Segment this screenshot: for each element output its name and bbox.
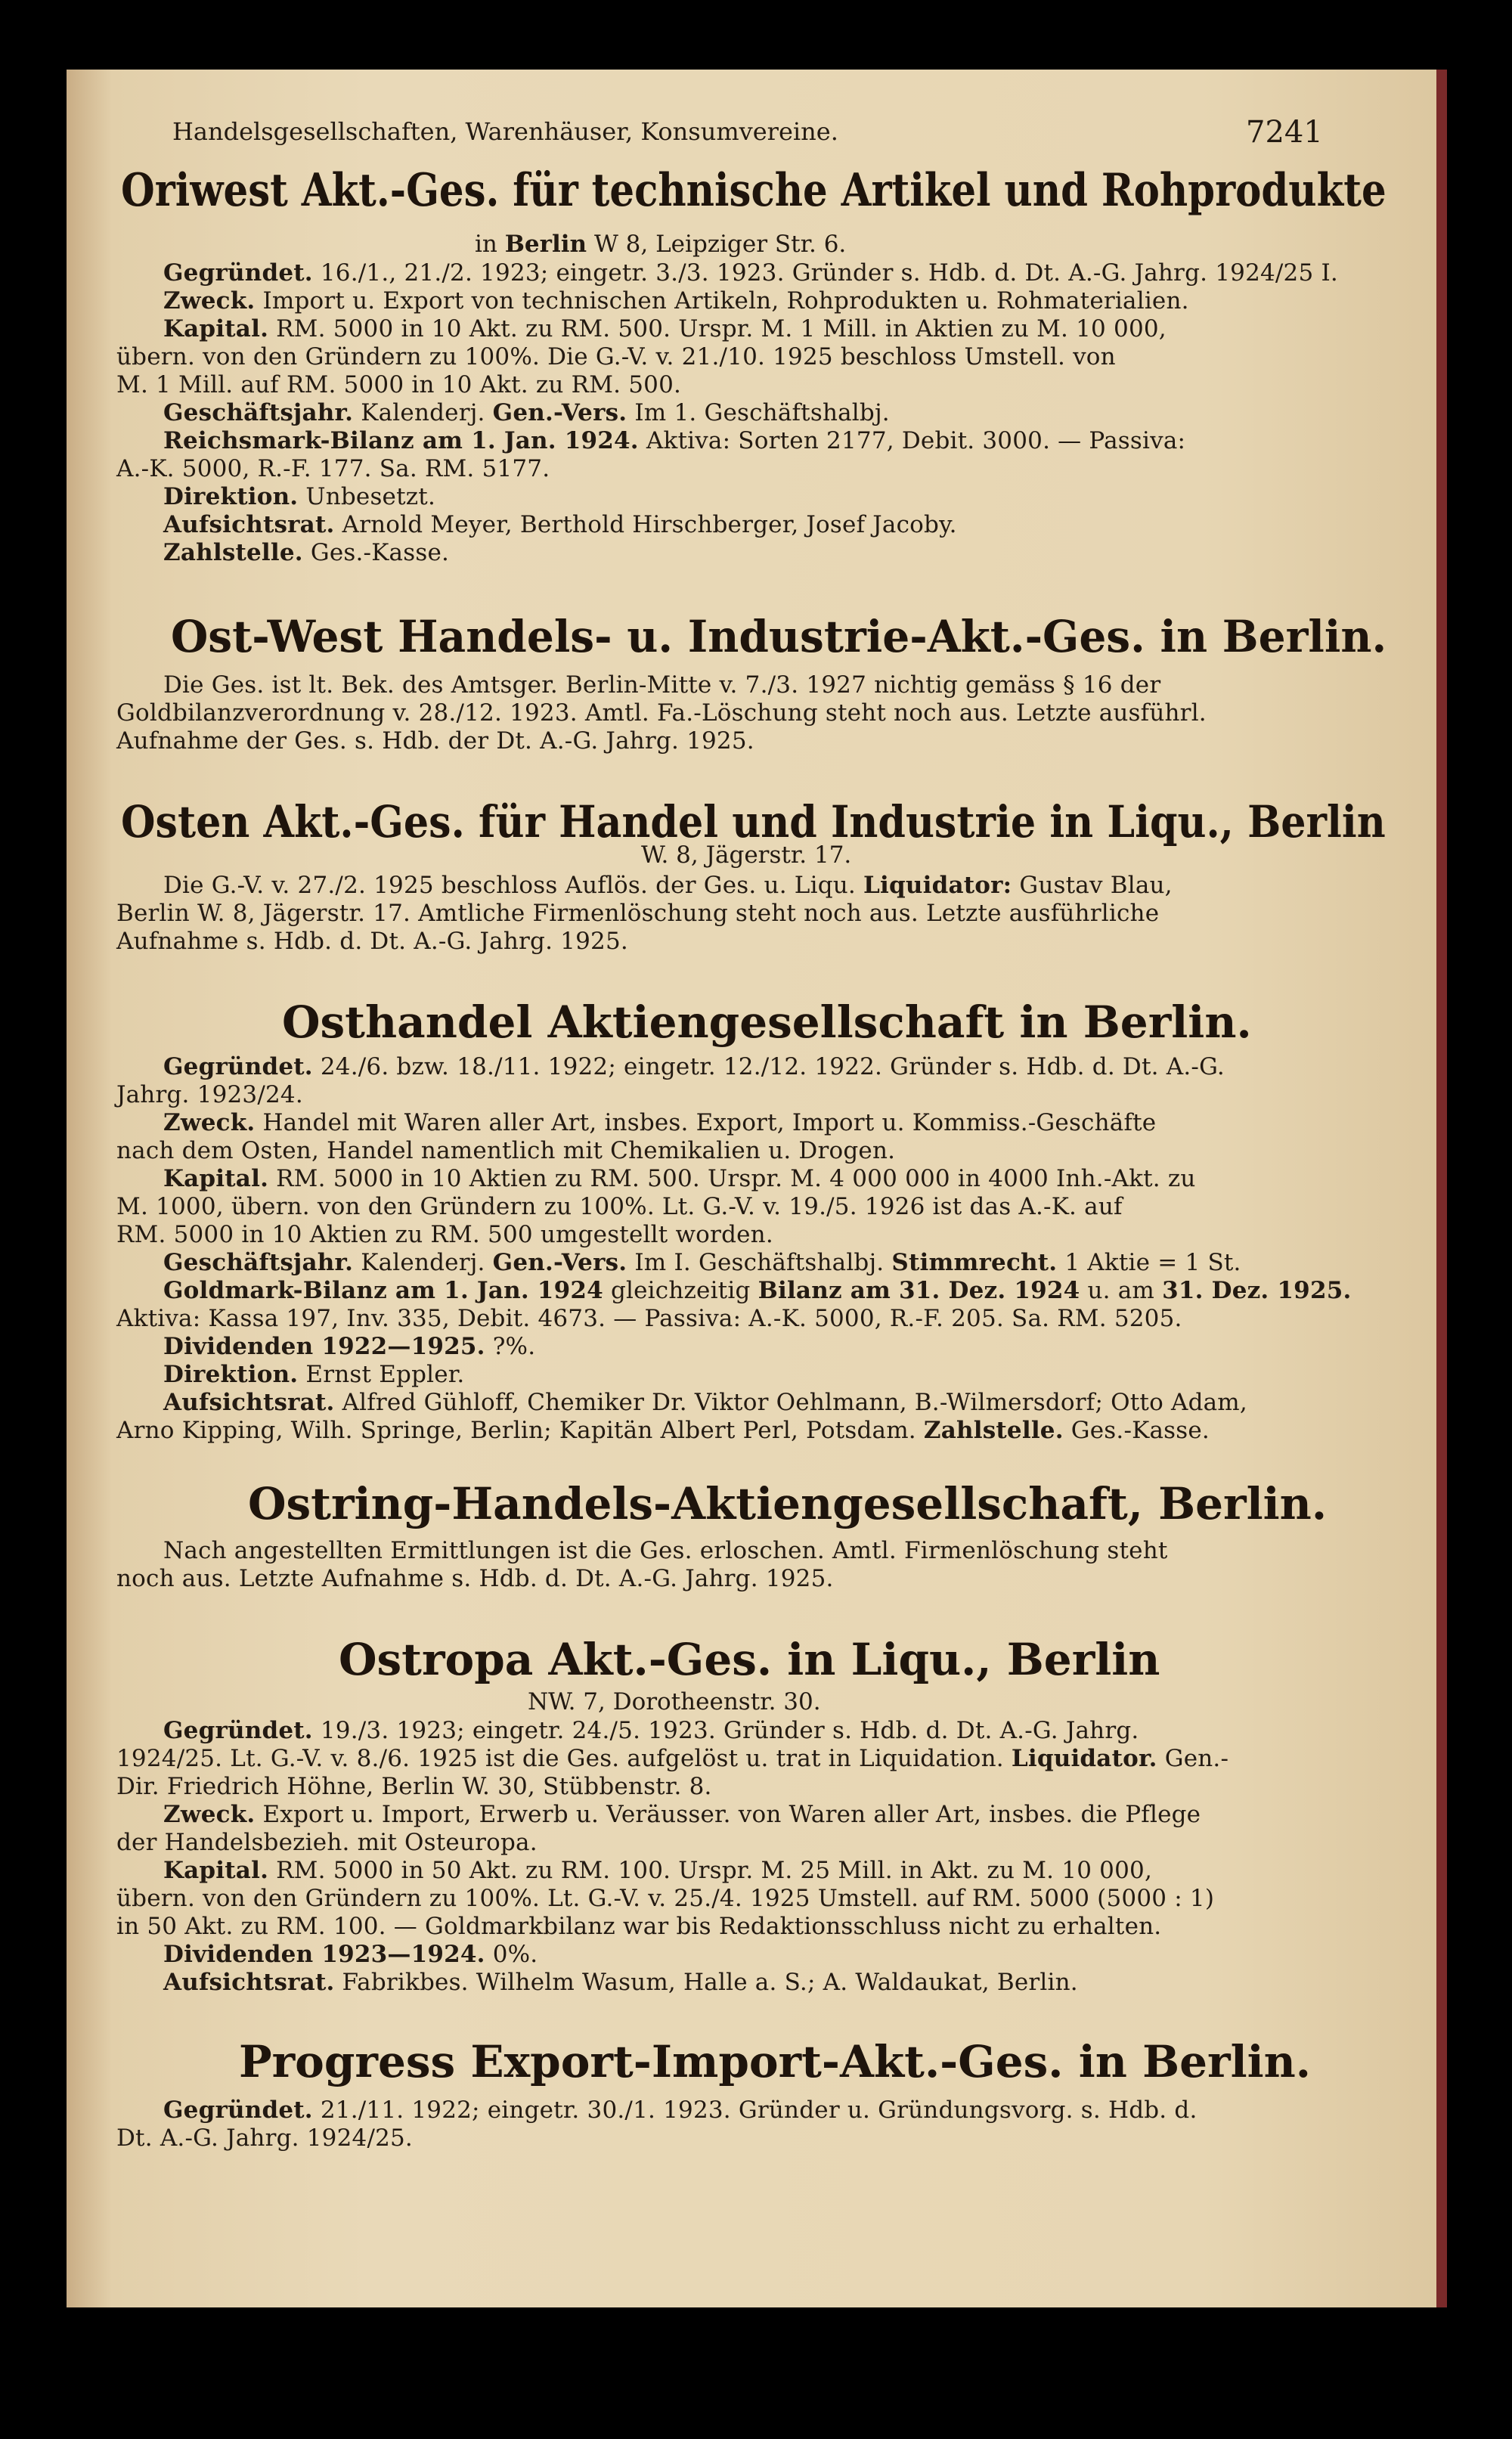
entry-line: Goldmark-Bilanz am 1. Jan. 1924 gleichzeitig Bilanz am 31. Dez. 1924 u. am 31. Dez. 1925.: [163, 1277, 1352, 1304]
entry-title: Ostring-Handels-Aktiengesellschaft, Berlin.: [248, 1478, 1328, 1529]
entry-line: Geschäftsjahr. Kalenderj. Gen.-Vers. Im I. Geschäftshalbj. Stimmrecht. 1 Aktie = 1 St.: [163, 1249, 1241, 1276]
entry-line: Arno Kipping, Wilh. Springe, Berlin; Kapitän Albert Perl, Potsdam. Zahlstelle. Ges.-Kasse.: [116, 1417, 1210, 1444]
entry-line: Kapital. RM. 5000 in 10 Akt. zu RM. 500. Urspr. M. 1 Mill. in Aktien zu M. 10 000,: [163, 315, 1167, 342]
entry-line: Aufnahme s. Hdb. d. Dt. A.-G. Jahrg. 1925.: [116, 928, 628, 955]
entry-line: Kapital. RM. 5000 in 10 Aktien zu RM. 500. Urspr. M. 4 000 000 in 4000 Inh.-Akt. zu: [163, 1165, 1196, 1192]
entry-line: Direktion. Unbesetzt.: [163, 483, 436, 510]
entry-line: Zweck. Handel mit Waren aller Art, insbes. Export, Import u. Kommiss.-Geschäfte: [163, 1109, 1157, 1136]
entry-line: nach dem Osten, Handel namentlich mit Chemikalien u. Drogen.: [116, 1137, 896, 1164]
entry-line: Berlin W. 8, Jägerstr. 17. Amtliche Firmenlöschung steht noch aus. Letzte ausführliche: [116, 900, 1160, 927]
entry-line: Zweck. Export u. Import, Erwerb u. Veräusser. von Waren aller Art, insbes. die Pflege: [163, 1801, 1201, 1828]
entry-line: Aufnahme der Ges. s. Hdb. der Dt. A.-G. Jahrg. 1925.: [116, 727, 754, 755]
page-number: 7241: [1246, 115, 1323, 150]
running-header: Handelsgesellschaften, Warenhäuser, Konsumvereine.: [172, 117, 838, 146]
book-edge: [1435, 70, 1447, 2307]
entry-line: Gegründet. 24./6. bzw. 18./11. 1922; eingetr. 12./12. 1922. Gründer s. Hdb. d. Dt. A.-G.: [163, 1053, 1225, 1080]
entry-line: Kapital. RM. 5000 in 50 Akt. zu RM. 100. Urspr. M. 25 Mill. in Akt. zu M. 10 000,: [163, 1857, 1153, 1884]
entry-title: Progress Export-Import-Akt.-Ges. in Berlin.: [239, 2036, 1311, 2087]
entry-line: A.-K. 5000, R.-F. 177. Sa. RM. 5177.: [116, 455, 550, 482]
entry-line: Dividenden 1922—1925. ?%.: [163, 1333, 536, 1360]
entry-line: Aufsichtsrat. Fabrikbes. Wilhelm Wasum, Halle a. S.; A. Waldaukat, Berlin.: [163, 1969, 1078, 1996]
entry-line: Zahlstelle. Ges.-Kasse.: [163, 539, 450, 566]
entry-line: Geschäftsjahr. Kalenderj. Gen.-Vers. Im 1. Geschäftshalbj.: [163, 399, 890, 426]
entry-address: W. 8, Jägerstr. 17.: [641, 841, 852, 869]
entry-line: in 50 Akt. zu RM. 100. — Goldmarkbilanz war bis Redaktionsschluss nicht zu erhalten.: [116, 1913, 1162, 1940]
entry-line: M. 1 Mill. auf RM. 5000 in 10 Akt. zu RM. 500.: [116, 371, 682, 398]
entry-line: noch aus. Letzte Aufnahme s. Hdb. d. Dt. A.-G. Jahrg. 1925.: [116, 1565, 834, 1592]
document-page: [67, 70, 1436, 2307]
entry-line: Die G.-V. v. 27./2. 1925 beschloss Auflös. der Ges. u. Liqu. Liquidator: Gustav Blau,: [163, 872, 1173, 899]
entry-line: übern. von den Gründern zu 100%. Lt. G.-V. v. 25./4. 1925 Umstell. auf RM. 5000 (5000 : 1): [116, 1885, 1215, 1912]
entry-line: Direktion. Ernst Eppler.: [163, 1361, 465, 1388]
entry-title: Ost-West Handels- u. Industrie-Akt.-Ges. in Berlin.: [171, 611, 1387, 662]
entry-line: Zweck. Import u. Export von technischen Artikeln, Rohprodukten u. Rohmaterialien.: [163, 287, 1189, 315]
entry-line: RM. 5000 in 10 Aktien zu RM. 500 umgestellt worden.: [116, 1221, 773, 1248]
entry-address: in Berlin W 8, Leipziger Str. 6.: [475, 231, 847, 258]
entry-line: der Handelsbezieh. mit Osteuropa.: [116, 1829, 538, 1856]
entry-line: übern. von den Gründern zu 100%. Die G.-V. v. 21./10. 1925 beschloss Umstell. von: [116, 343, 1116, 370]
entry-line: Dt. A.-G. Jahrg. 1924/25.: [116, 2124, 413, 2152]
entry-line: Gegründet. 21./11. 1922; eingetr. 30./1. 1923. Gründer u. Gründungsvorg. s. Hdb. d.: [163, 2097, 1198, 2124]
entry-line: Nach angestellten Ermittlungen ist die Ges. erloschen. Amtl. Firmenlöschung steht: [163, 1537, 1168, 1564]
entry-line: Dir. Friedrich Höhne, Berlin W. 30, Stübbenstr. 8.: [116, 1773, 712, 1800]
entry-title: Ostropa Akt.-Ges. in Liqu., Berlin: [339, 1634, 1160, 1685]
entry-line: Gegründet. 16./1., 21./2. 1923; eingetr. 3./3. 1923. Gründer s. Hdb. d. Dt. A.-G. Jahrg. 1924/25 I.: [163, 259, 1338, 287]
entry-title: Oriwest Akt.-Ges. für technische Artikel und Rohprodukte: [121, 164, 1387, 217]
entry-line: Aktiva: Kassa 197, Inv. 335, Debit. 4673. — Passiva: A.-K. 5000, R.-F. 205. Sa. RM. 5205.: [116, 1305, 1182, 1332]
entry-line: Jahrg. 1923/24.: [116, 1081, 303, 1108]
entry-title: Osthandel Aktiengesellschaft in Berlin.: [282, 996, 1252, 1048]
entry-line: Gegründet. 19./3. 1923; eingetr. 24./5. 1923. Gründer s. Hdb. d. Dt. A.-G. Jahrg.: [163, 1717, 1139, 1744]
entry-line: Goldbilanzverordnung v. 28./12. 1923. Amtl. Fa.-Löschung steht noch aus. Letzte ausführl.: [116, 699, 1207, 727]
entry-line: Aufsichtsrat. Alfred Gühloff, Chemiker Dr. Viktor Oehlmann, B.-Wilmersdorf; Otto Adam,: [163, 1389, 1247, 1416]
entry-line: Aufsichtsrat. Arnold Meyer, Berthold Hirschberger, Josef Jacoby.: [163, 511, 957, 538]
entry-address: NW. 7, Dorotheenstr. 30.: [528, 1688, 821, 1715]
entry-line: Die Ges. ist lt. Bek. des Amtsger. Berlin-Mitte v. 7./3. 1927 nichtig gemäss § 16 der: [163, 671, 1161, 699]
entry-line: Dividenden 1923—1924. 0%.: [163, 1941, 538, 1968]
entry-line: M. 1000, übern. von den Gründern zu 100%. Lt. G.-V. v. 19./5. 1926 ist das A.-K. auf: [116, 1193, 1123, 1220]
entry-line: Reichsmark-Bilanz am 1. Jan. 1924. Aktiva: Sorten 2177, Debit. 3000. — Passiva:: [163, 427, 1186, 454]
entry-line: 1924/25. Lt. G.-V. v. 8./6. 1925 ist die Ges. aufgelöst u. trat in Liquidation. Liquidator. Gen.-: [116, 1745, 1229, 1772]
entry-title: Osten Akt.-Ges. für Handel und Industrie in Liqu., Berlin: [121, 796, 1386, 848]
